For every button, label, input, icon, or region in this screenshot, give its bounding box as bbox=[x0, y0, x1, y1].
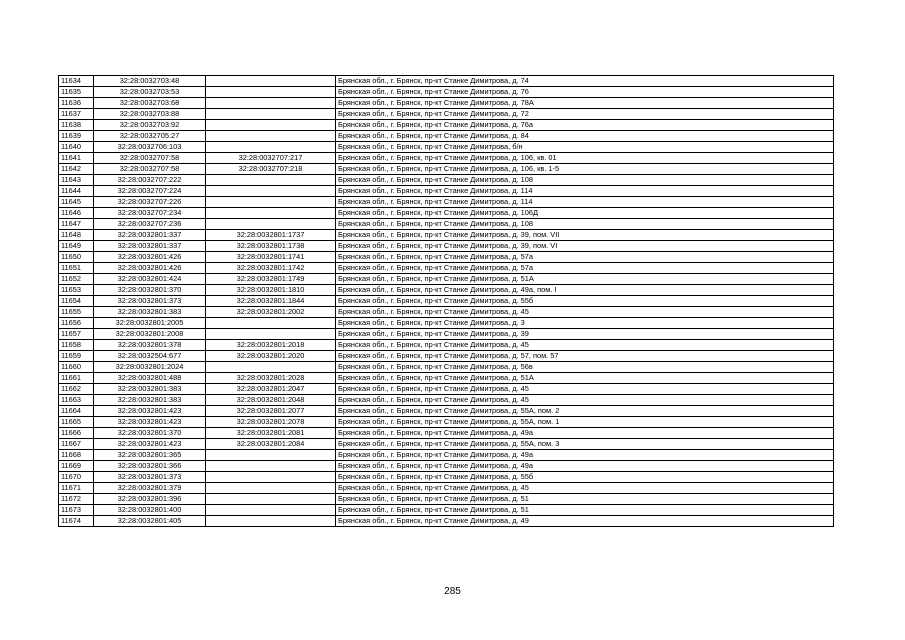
address-cell: Брянская обл., г. Брянск, пр-кт Станке Димитрова, д. 84 bbox=[336, 131, 834, 142]
cadastral-number-cell: 32:28:0032801:423 bbox=[94, 406, 206, 417]
cadastral-number-cell: 32:28:0032801:396 bbox=[94, 494, 206, 505]
table-row bbox=[59, 516, 834, 527]
address-cell: Брянская обл., г. Брянск, пр-кт Станке Димитрова, д. 39 bbox=[336, 329, 834, 340]
table-row bbox=[59, 98, 834, 109]
address-cell: Брянская обл., г. Брянск, пр-кт Станке Димитрова, д. 45 bbox=[336, 483, 834, 494]
cadastral-number-cell: 32:28:0032801:405 bbox=[94, 516, 206, 527]
linked-cadastral-number-cell bbox=[206, 318, 336, 329]
record-number-cell: 11647 bbox=[59, 219, 94, 230]
address-cell: Брянская обл., г. Брянск, пр-кт Станке Димитрова, д. 55А, пом. 3 bbox=[336, 439, 834, 450]
record-number-cell: 11649 bbox=[59, 241, 94, 252]
record-number-cell: 11652 bbox=[59, 274, 94, 285]
cadastral-number-cell: 32:28:0032707:226 bbox=[94, 197, 206, 208]
table-row bbox=[59, 494, 834, 505]
cadastral-number-cell: 32:28:0032706:103 bbox=[94, 142, 206, 153]
table-row bbox=[59, 340, 834, 351]
cadastral-number-cell: 32:28:0032707:58 bbox=[94, 164, 206, 175]
record-number-cell: 11651 bbox=[59, 263, 94, 274]
table-row bbox=[59, 505, 834, 516]
record-number-cell: 11665 bbox=[59, 417, 94, 428]
linked-cadastral-number-cell bbox=[206, 461, 336, 472]
cadastral-number-cell: 32:28:0032705:27 bbox=[94, 131, 206, 142]
address-cell: Брянская обл., г. Брянск, пр-кт Станке Димитрова, д. 56в bbox=[336, 362, 834, 373]
address-cell: Брянская обл., г. Брянск, пр-кт Станке Димитрова, д. 76 bbox=[336, 87, 834, 98]
linked-cadastral-number-cell: 32:28:0032707:217 bbox=[206, 153, 336, 164]
table-row bbox=[59, 395, 834, 406]
table-row bbox=[59, 252, 834, 263]
address-cell: Брянская обл., г. Брянск, пр-кт Станке Димитрова, д. 39, пом. VII bbox=[336, 230, 834, 241]
address-cell: Брянская обл., г. Брянск, пр-кт Станке Димитрова, б/н bbox=[336, 142, 834, 153]
address-cell: Брянская обл., г. Брянск, пр-кт Станке Димитрова, д. 55б bbox=[336, 296, 834, 307]
cadastral-number-cell: 32:28:0032707:224 bbox=[94, 186, 206, 197]
address-cell: Брянская обл., г. Брянск, пр-кт Станке Димитрова, д. 55А, пом. 2 bbox=[336, 406, 834, 417]
table-row bbox=[59, 186, 834, 197]
address-cell: Брянская обл., г. Брянск, пр-кт Станке Димитрова, д. 106, кв. 1-5 bbox=[336, 164, 834, 175]
record-number-cell: 11660 bbox=[59, 362, 94, 373]
linked-cadastral-number-cell bbox=[206, 208, 336, 219]
cadastral-number-cell: 32:28:0032801:365 bbox=[94, 450, 206, 461]
record-number-cell: 11657 bbox=[59, 329, 94, 340]
record-number-cell: 11662 bbox=[59, 384, 94, 395]
linked-cadastral-number-cell bbox=[206, 505, 336, 516]
address-cell: Брянская обл., г. Брянск, пр-кт Станке Димитрова, д. 49а bbox=[336, 461, 834, 472]
address-cell: Брянская обл., г. Брянск, пр-кт Станке Димитрова, д. 108 bbox=[336, 219, 834, 230]
record-number-cell: 11674 bbox=[59, 516, 94, 527]
linked-cadastral-number-cell bbox=[206, 329, 336, 340]
address-cell: Брянская обл., г. Брянск, пр-кт Станке Димитрова, д. 49а, пом. I bbox=[336, 285, 834, 296]
linked-cadastral-number-cell bbox=[206, 131, 336, 142]
linked-cadastral-number-cell: 32:28:0032801:2047 bbox=[206, 384, 336, 395]
table-row bbox=[59, 285, 834, 296]
cadastral-number-cell: 32:28:0032801:373 bbox=[94, 296, 206, 307]
cadastral-number-cell: 32:28:0032801:378 bbox=[94, 340, 206, 351]
linked-cadastral-number-cell: 32:28:0032801:1738 bbox=[206, 241, 336, 252]
table-row bbox=[59, 109, 834, 120]
address-cell: Брянская обл., г. Брянск, пр-кт Станке Димитрова, д. 57а bbox=[336, 252, 834, 263]
linked-cadastral-number-cell bbox=[206, 472, 336, 483]
linked-cadastral-number-cell: 32:28:0032801:1737 bbox=[206, 230, 336, 241]
record-number-cell: 11663 bbox=[59, 395, 94, 406]
address-cell: Брянская обл., г. Брянск, пр-кт Станке Димитрова, д. 49а bbox=[336, 428, 834, 439]
linked-cadastral-number-cell bbox=[206, 175, 336, 186]
record-number-cell: 11671 bbox=[59, 483, 94, 494]
address-cell: Брянская обл., г. Брянск, пр-кт Станке Димитрова, д. 51 bbox=[336, 505, 834, 516]
address-cell: Брянская обл., г. Брянск, пр-кт Станке Димитрова, д. 45 bbox=[336, 340, 834, 351]
linked-cadastral-number-cell: 32:28:0032801:1810 bbox=[206, 285, 336, 296]
linked-cadastral-number-cell bbox=[206, 120, 336, 131]
record-number-cell: 11659 bbox=[59, 351, 94, 362]
table-row bbox=[59, 450, 834, 461]
address-cell: Брянская обл., г. Брянск, пр-кт Станке Димитрова, д. 74 bbox=[336, 76, 834, 87]
cadastral-number-cell: 32:28:0032801:383 bbox=[94, 395, 206, 406]
registry-table bbox=[58, 75, 834, 527]
cadastral-number-cell: 32:28:0032801:366 bbox=[94, 461, 206, 472]
cadastral-number-cell: 32:28:0032801:424 bbox=[94, 274, 206, 285]
cadastral-number-cell: 32:28:0032801:488 bbox=[94, 373, 206, 384]
linked-cadastral-number-cell bbox=[206, 516, 336, 527]
record-number-cell: 11634 bbox=[59, 76, 94, 87]
record-number-cell: 11641 bbox=[59, 153, 94, 164]
linked-cadastral-number-cell bbox=[206, 362, 336, 373]
address-cell: Брянская обл., г. Брянск, пр-кт Станке Димитрова, д. 57, пом. 57 bbox=[336, 351, 834, 362]
linked-cadastral-number-cell bbox=[206, 219, 336, 230]
cadastral-number-cell: 32:28:0032801:337 bbox=[94, 241, 206, 252]
table-row bbox=[59, 208, 834, 219]
table-row bbox=[59, 164, 834, 175]
cadastral-number-cell: 32:28:0032707:236 bbox=[94, 219, 206, 230]
linked-cadastral-number-cell: 32:28:0032801:2077 bbox=[206, 406, 336, 417]
linked-cadastral-number-cell bbox=[206, 483, 336, 494]
linked-cadastral-number-cell bbox=[206, 109, 336, 120]
address-cell: Брянская обл., г. Брянск, пр-кт Станке Димитрова, д. 106Д bbox=[336, 208, 834, 219]
cadastral-number-cell: 32:28:0032801:426 bbox=[94, 263, 206, 274]
address-cell: Брянская обл., г. Брянск, пр-кт Станке Димитрова, д. 55б bbox=[336, 472, 834, 483]
cadastral-number-cell: 32:28:0032801:379 bbox=[94, 483, 206, 494]
cadastral-number-cell: 32:28:0032801:383 bbox=[94, 307, 206, 318]
table-row bbox=[59, 351, 834, 362]
address-cell: Брянская обл., г. Брянск, пр-кт Станке Димитрова, д. 45 bbox=[336, 395, 834, 406]
linked-cadastral-number-cell: 32:28:0032801:1844 bbox=[206, 296, 336, 307]
record-number-cell: 11666 bbox=[59, 428, 94, 439]
table-row bbox=[59, 120, 834, 131]
table-row bbox=[59, 439, 834, 450]
cadastral-number-cell: 32:28:0032801:400 bbox=[94, 505, 206, 516]
record-number-cell: 11664 bbox=[59, 406, 94, 417]
record-number-cell: 11640 bbox=[59, 142, 94, 153]
table-row bbox=[59, 197, 834, 208]
cadastral-number-cell: 32:28:0032801:2008 bbox=[94, 329, 206, 340]
cadastral-number-cell: 32:28:0032703:68 bbox=[94, 98, 206, 109]
record-number-cell: 11658 bbox=[59, 340, 94, 351]
table-row bbox=[59, 153, 834, 164]
record-number-cell: 11643 bbox=[59, 175, 94, 186]
linked-cadastral-number-cell: 32:28:0032801:1742 bbox=[206, 263, 336, 274]
linked-cadastral-number-cell bbox=[206, 197, 336, 208]
record-number-cell: 11670 bbox=[59, 472, 94, 483]
address-cell: Брянская обл., г. Брянск, пр-кт Станке Димитрова, д. 51А bbox=[336, 373, 834, 384]
table-row bbox=[59, 76, 834, 87]
address-cell: Брянская обл., г. Брянск, пр-кт Станке Димитрова, д. 51А bbox=[336, 274, 834, 285]
record-number-cell: 11661 bbox=[59, 373, 94, 384]
cadastral-number-cell: 32:28:0032707:222 bbox=[94, 175, 206, 186]
record-number-cell: 11636 bbox=[59, 98, 94, 109]
linked-cadastral-number-cell: 32:28:0032801:2048 bbox=[206, 395, 336, 406]
record-number-cell: 11656 bbox=[59, 318, 94, 329]
table-row bbox=[59, 241, 834, 252]
address-cell: Брянская обл., г. Брянск, пр-кт Станке Димитрова, д. 72 bbox=[336, 109, 834, 120]
record-number-cell: 11642 bbox=[59, 164, 94, 175]
address-cell: Брянская обл., г. Брянск, пр-кт Станке Димитрова, д. 49а bbox=[336, 450, 834, 461]
cadastral-number-cell: 32:28:0032504:677 bbox=[94, 351, 206, 362]
record-number-cell: 11668 bbox=[59, 450, 94, 461]
table-row bbox=[59, 472, 834, 483]
cadastral-number-cell: 32:28:0032801:373 bbox=[94, 472, 206, 483]
address-cell: Брянская обл., г. Брянск, пр-кт Станке Димитрова, д. 39, пом. VI bbox=[336, 241, 834, 252]
cadastral-number-cell: 32:28:0032801:337 bbox=[94, 230, 206, 241]
linked-cadastral-number-cell bbox=[206, 450, 336, 461]
linked-cadastral-number-cell bbox=[206, 87, 336, 98]
linked-cadastral-number-cell: 32:28:0032801:2078 bbox=[206, 417, 336, 428]
cadastral-number-cell: 32:28:0032801:370 bbox=[94, 285, 206, 296]
record-number-cell: 11639 bbox=[59, 131, 94, 142]
linked-cadastral-number-cell bbox=[206, 98, 336, 109]
address-cell: Брянская обл., г. Брянск, пр-кт Станке Димитрова, д. 78А bbox=[336, 98, 834, 109]
table-row bbox=[59, 175, 834, 186]
record-number-cell: 11673 bbox=[59, 505, 94, 516]
cadastral-number-cell: 32:28:0032801:2005 bbox=[94, 318, 206, 329]
record-number-cell: 11667 bbox=[59, 439, 94, 450]
table-row bbox=[59, 384, 834, 395]
linked-cadastral-number-cell: 32:28:0032801:2084 bbox=[206, 439, 336, 450]
table-row bbox=[59, 373, 834, 384]
address-cell: Брянская обл., г. Брянск, пр-кт Станке Димитрова, д. 55А, пом. 1 bbox=[336, 417, 834, 428]
address-cell: Брянская обл., г. Брянск, пр-кт Станке Димитрова, д. 51 bbox=[336, 494, 834, 505]
cadastral-number-cell: 32:28:0032801:370 bbox=[94, 428, 206, 439]
record-number-cell: 11650 bbox=[59, 252, 94, 263]
record-number-cell: 11637 bbox=[59, 109, 94, 120]
record-number-cell: 11635 bbox=[59, 87, 94, 98]
address-cell: Брянская обл., г. Брянск, пр-кт Станке Димитрова, д. 49 bbox=[336, 516, 834, 527]
record-number-cell: 11638 bbox=[59, 120, 94, 131]
record-number-cell: 11648 bbox=[59, 230, 94, 241]
linked-cadastral-number-cell: 32:28:0032801:2081 bbox=[206, 428, 336, 439]
linked-cadastral-number-cell: 32:28:0032801:1749 bbox=[206, 274, 336, 285]
registry-table-body bbox=[59, 76, 834, 527]
cadastral-number-cell: 32:28:0032703:48 bbox=[94, 76, 206, 87]
address-cell: Брянская обл., г. Брянск, пр-кт Станке Димитрова, д. 57а bbox=[336, 263, 834, 274]
table-row bbox=[59, 417, 834, 428]
table-row bbox=[59, 483, 834, 494]
table-row bbox=[59, 131, 834, 142]
linked-cadastral-number-cell bbox=[206, 76, 336, 87]
page-number: 285 bbox=[444, 586, 461, 597]
cadastral-number-cell: 32:28:0032703:92 bbox=[94, 120, 206, 131]
table-row bbox=[59, 230, 834, 241]
table-row bbox=[59, 406, 834, 417]
address-cell: Брянская обл., г. Брянск, пр-кт Станке Димитрова, д. 45 bbox=[336, 384, 834, 395]
record-number-cell: 11646 bbox=[59, 208, 94, 219]
cadastral-number-cell: 32:28:0032707:234 bbox=[94, 208, 206, 219]
linked-cadastral-number-cell: 32:28:0032801:1741 bbox=[206, 252, 336, 263]
table-row bbox=[59, 142, 834, 153]
address-cell: Брянская обл., г. Брянск, пр-кт Станке Димитрова, д. 106, кв. 01 bbox=[336, 153, 834, 164]
table-row bbox=[59, 362, 834, 373]
cadastral-number-cell: 32:28:0032707:58 bbox=[94, 153, 206, 164]
cadastral-number-cell: 32:28:0032801:2024 bbox=[94, 362, 206, 373]
table-row bbox=[59, 87, 834, 98]
address-cell: Брянская обл., г. Брянск, пр-кт Станке Димитрова, д. 76а bbox=[336, 120, 834, 131]
linked-cadastral-number-cell: 32:28:0032801:2002 bbox=[206, 307, 336, 318]
record-number-cell: 11669 bbox=[59, 461, 94, 472]
record-number-cell: 11672 bbox=[59, 494, 94, 505]
record-number-cell: 11653 bbox=[59, 285, 94, 296]
cadastral-number-cell: 32:28:0032801:423 bbox=[94, 417, 206, 428]
cadastral-number-cell: 32:28:0032801:383 bbox=[94, 384, 206, 395]
address-cell: Брянская обл., г. Брянск, пр-кт Станке Димитрова, д. 3 bbox=[336, 318, 834, 329]
record-number-cell: 11655 bbox=[59, 307, 94, 318]
record-number-cell: 11645 bbox=[59, 197, 94, 208]
record-number-cell: 11654 bbox=[59, 296, 94, 307]
cadastral-number-cell: 32:28:0032801:426 bbox=[94, 252, 206, 263]
record-number-cell: 11644 bbox=[59, 186, 94, 197]
linked-cadastral-number-cell: 32:28:0032801:2028 bbox=[206, 373, 336, 384]
address-cell: Брянская обл., г. Брянск, пр-кт Станке Димитрова, д. 114 bbox=[336, 197, 834, 208]
cadastral-number-cell: 32:28:0032703:53 bbox=[94, 87, 206, 98]
table-row bbox=[59, 219, 834, 230]
table-row bbox=[59, 274, 834, 285]
linked-cadastral-number-cell bbox=[206, 142, 336, 153]
table-row bbox=[59, 263, 834, 274]
address-cell: Брянская обл., г. Брянск, пр-кт Станке Димитрова, д. 45 bbox=[336, 307, 834, 318]
address-cell: Брянская обл., г. Брянск, пр-кт Станке Димитрова, д. 108 bbox=[336, 175, 834, 186]
cadastral-number-cell: 32:28:0032801:423 bbox=[94, 439, 206, 450]
linked-cadastral-number-cell bbox=[206, 494, 336, 505]
linked-cadastral-number-cell: 32:28:0032801:2020 bbox=[206, 351, 336, 362]
table-row bbox=[59, 329, 834, 340]
table-row bbox=[59, 461, 834, 472]
cadastral-number-cell: 32:28:0032703:88 bbox=[94, 109, 206, 120]
linked-cadastral-number-cell bbox=[206, 186, 336, 197]
table-row bbox=[59, 428, 834, 439]
table-row bbox=[59, 307, 834, 318]
table-row bbox=[59, 318, 834, 329]
linked-cadastral-number-cell: 32:28:0032707:218 bbox=[206, 164, 336, 175]
linked-cadastral-number-cell: 32:28:0032801:2018 bbox=[206, 340, 336, 351]
address-cell: Брянская обл., г. Брянск, пр-кт Станке Димитрова, д. 114 bbox=[336, 186, 834, 197]
table-row bbox=[59, 296, 834, 307]
